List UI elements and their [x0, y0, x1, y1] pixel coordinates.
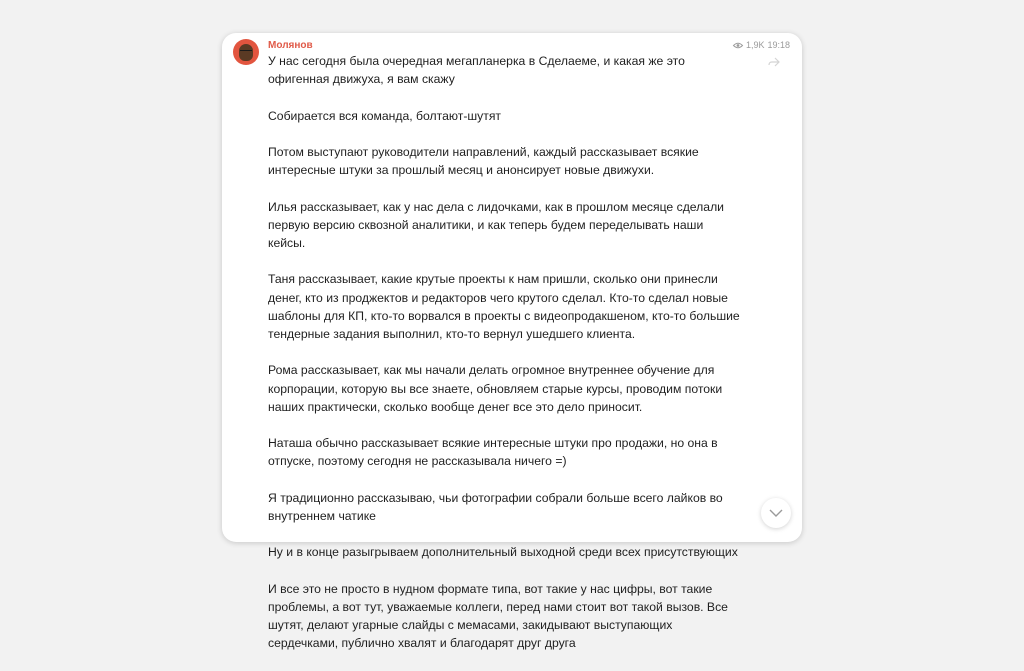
avatar[interactable]	[233, 39, 259, 65]
message-paragraph	[268, 270, 773, 343]
message-paragraph	[268, 107, 773, 125]
chevron-down-icon	[769, 509, 783, 517]
message-line: Таня рассказывает, какие крутые проекты к нам пришли, сколько они принесли	[268, 272, 718, 287]
message-line: сердечками, публично хвалят и благодарят друг друга	[268, 636, 576, 651]
message-paragraph	[268, 198, 773, 253]
avatar-glasses	[240, 50, 252, 54]
message-line: Наташа обычно рассказывает всякие интересные штуки про продажи, но она в	[268, 436, 718, 451]
message-line: Рома рассказывает, как мы начали делать огромное внутреннее обучение для	[268, 363, 715, 378]
message-line: проблемы, а вот тут, уважаемые коллеги, перед нами стоит вот такой вызов. Все	[268, 599, 728, 614]
view-count: 1,9K	[745, 40, 765, 50]
message-paragraph	[268, 543, 773, 561]
author-name[interactable]: Молянов	[268, 40, 313, 51]
message-line: Я традиционно рассказываю, чьи фотографии собрали больше всего лайков во	[268, 490, 723, 505]
message-line: денег, кто из проджектов и редакторов чего крутого сделал. Кто-то сделал новые	[268, 290, 728, 305]
message-paragraph	[268, 434, 773, 470]
message-line: шаблоны для КП, кто-то ворвался в проекты с видеопродакшеном, кто-то большие	[268, 308, 740, 323]
eye-icon	[733, 42, 743, 49]
message-line: Потом выступают руководители направлений, каждый рассказывает всякие	[268, 144, 699, 159]
message-line: первую версию сквозной аналитики, и как теперь будем переделывать наши	[268, 217, 704, 232]
post-time: 19:18	[767, 40, 790, 50]
message-text	[268, 52, 773, 671]
post-meta	[733, 40, 790, 50]
message-paragraph	[268, 580, 773, 653]
message-line: тендерные задания выполнил, кто-то вернул ушедшего клиента.	[268, 326, 636, 341]
message-line: внутреннем чатике	[268, 508, 376, 523]
message-line: офигенная движуха, я вам скажу	[268, 72, 455, 87]
message-paragraph	[268, 52, 773, 88]
message-line: И все это не просто в нудном формате типа, вот такие у нас цифры, вот такие	[268, 581, 713, 596]
message-paragraph	[268, 489, 773, 525]
message-line: отпуске, поэтому сегодня не рассказывала ничего =)	[268, 454, 567, 469]
message-paragraph	[268, 361, 773, 416]
message-line: шутят, делают угарные слайды с мемасами, закидывают выступающих	[268, 618, 673, 633]
message-line: кейсы.	[268, 235, 306, 250]
message-paragraph	[268, 143, 773, 179]
message-line: Илья рассказывает, как у нас дела с лидочками, как в прошлом месяце сделали	[268, 199, 724, 214]
scroll-down-button[interactable]	[761, 498, 791, 528]
message-line: интересные штуки за прошлый месяц и анонсирует новые движухи.	[268, 163, 655, 178]
message-line: наших практически, сколько вообще денег все это дело приносит.	[268, 399, 643, 414]
message-line: Собирается вся команда, болтают-шутят	[268, 108, 502, 123]
channel-post	[222, 33, 802, 651]
message-line: Ну и в конце разыгрываем дополнительный выходной среди всех присутствующих	[268, 545, 738, 560]
message-line: корпорации, которую вы все знаете, обновляем старые курсы, проводим потоки	[268, 381, 723, 396]
message-line: У нас сегодня была очередная мегапланерка в Сделаеме, и какая же это	[268, 54, 685, 68]
